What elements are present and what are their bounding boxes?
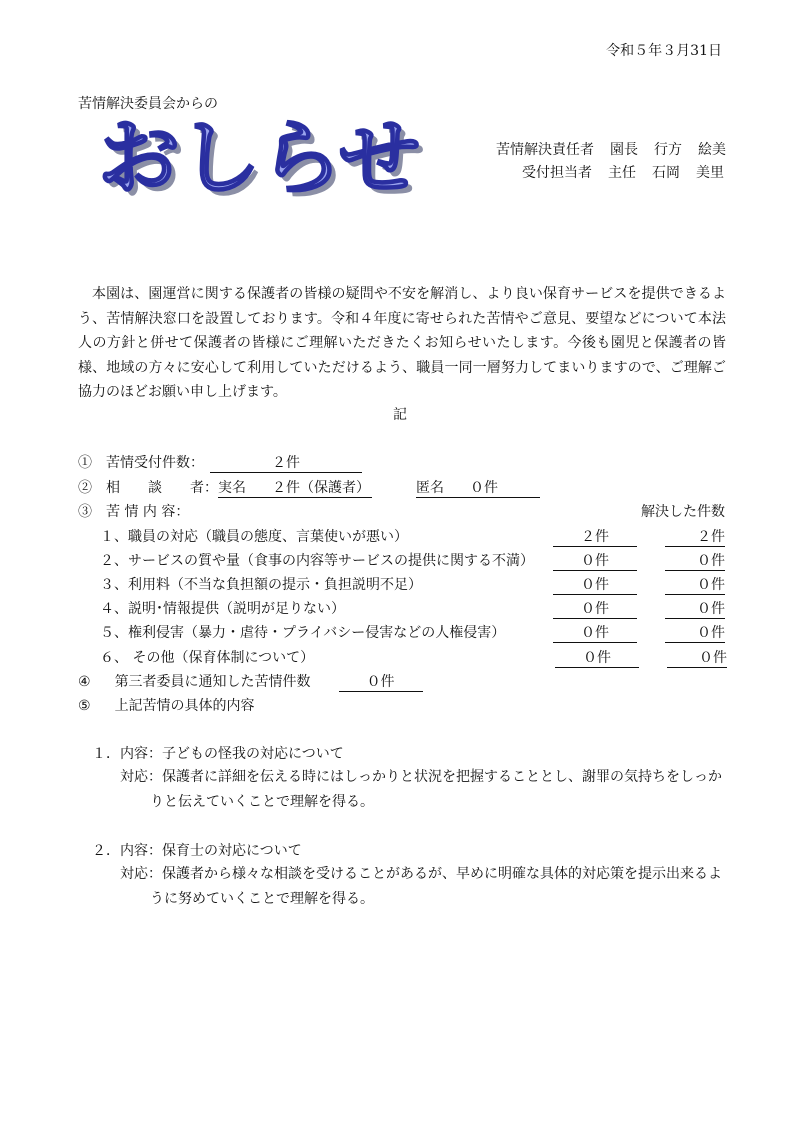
category-label: ５、権利侵害（暴力・虐待・プライバシー侵害などの人権侵害） (100, 625, 506, 641)
complaint-count-label: ① 苦情受付件数： (78, 455, 204, 471)
document-date: 令和５年３月31日 (606, 43, 722, 59)
category-count: ０件 (553, 622, 637, 643)
category-resolved: ２件 (665, 526, 725, 547)
details-num: ⑤ (78, 698, 91, 714)
consulter-row (78, 477, 540, 498)
responsible-position: 園長 (610, 142, 638, 158)
notice-title: おしらせ (98, 111, 420, 206)
receiver-role: 受付担当者 (522, 165, 592, 181)
category-label: ３、利用料（不当な負担額の提示・負担説明不足） (100, 577, 422, 593)
responsible-given: 絵美 (698, 142, 726, 158)
receiver-surname: 石岡 (652, 165, 680, 181)
details-heading-row (78, 695, 255, 715)
category-label: ２、サービスの質や量（食事の内容等サービスの提供に関する不満） (100, 553, 534, 569)
category-resolved: ０件 (665, 598, 725, 619)
category-count: ０件 (553, 550, 637, 571)
responsible-role: 苦情解決責任者 (496, 142, 594, 158)
anon-value: ０件 (470, 480, 498, 496)
category-resolved: ０件 (667, 647, 727, 668)
category-count: ２件 (553, 526, 637, 547)
category-label: ４、説明･情報提供（説明が足りない） (100, 601, 345, 617)
detail-response-text: 対応：保護者から様々な相談を受けることがあるが、早めに明確な具体的対応策を提示出来るように努めていくことで理解を得る。 (120, 866, 722, 907)
third-party-value: ０件 (339, 671, 423, 692)
detail-content: １．内容：子どもの怪我の対応について (92, 746, 344, 762)
category-label: １、職員の対応（職員の態度、言葉使いが悪い） (100, 529, 408, 545)
category-row (100, 647, 730, 667)
category-row (100, 550, 730, 570)
receiver-given: 美里 (696, 165, 724, 181)
consulter-label: ② 相 談 者： (78, 480, 218, 496)
responsible-surname: 行方 (654, 142, 682, 158)
resolved-header: 解決した件数 (641, 504, 725, 520)
category-resolved: ０件 (665, 574, 725, 595)
category-count: ０件 (553, 598, 637, 619)
complaint-content-label: ③ 苦 情 内 容： (78, 504, 190, 520)
category-resolved: ０件 (665, 550, 725, 571)
receiver-person (522, 162, 724, 182)
responsible-person (496, 139, 726, 159)
detail-response (120, 765, 726, 815)
receiver-position: 主任 (608, 165, 636, 181)
intro-paragraph: 本園は、園運営に関する保護者の皆様の疑問や不安を解消し、より良い保育サービスを提供できるよう、苦情解決窓口を設置しております。令和４年度に寄せられた苦情やご意見、要望などについて本法人の方針と併せて保護者の皆様にご理解いただきたくお知らせいたします。今後も園児と保護者の皆様、地域の方々に安心して利用していただけるよう、職員一同一層努力してまいりますので、ご理解ご協力のほどお願い申し上げます。 (78, 286, 726, 400)
third-party-row (78, 671, 423, 692)
complaint-count-row (78, 452, 362, 473)
third-party-label: 第三者委員に通知した苦情件数 (114, 674, 311, 690)
detail-response-text: 対応：保護者に詳細を伝える時にはしっかりと状況を把握することとし、謝罪の気持ちをしっかりと伝えていくことで理解を得る。 (120, 769, 722, 810)
complaint-count-value: ２件 (210, 452, 362, 473)
details-heading: 上記苦情の具体的内容 (114, 698, 255, 714)
category-resolved: ０件 (665, 622, 725, 643)
real-name-label: 実名 (218, 480, 246, 496)
third-party-num: ④ (78, 674, 91, 690)
detail-response (120, 862, 726, 912)
ki-heading: 記 (393, 407, 407, 423)
category-row (100, 526, 730, 546)
category-row (100, 622, 730, 642)
committee-heading: 苦情解決委員会からの (78, 96, 218, 112)
category-count: ０件 (553, 574, 637, 595)
consulter-anon (416, 477, 540, 498)
real-name-value: ２件（保護者） (272, 480, 370, 496)
category-label: ６、 その他（保育体制について） (100, 650, 315, 666)
category-row (100, 574, 730, 594)
detail-content: ２．内容：保育士の対応について (92, 843, 302, 859)
consulter-real (218, 477, 372, 498)
category-count: ０件 (555, 647, 639, 668)
anon-label: 匿名 (416, 480, 444, 496)
category-row (100, 598, 730, 618)
